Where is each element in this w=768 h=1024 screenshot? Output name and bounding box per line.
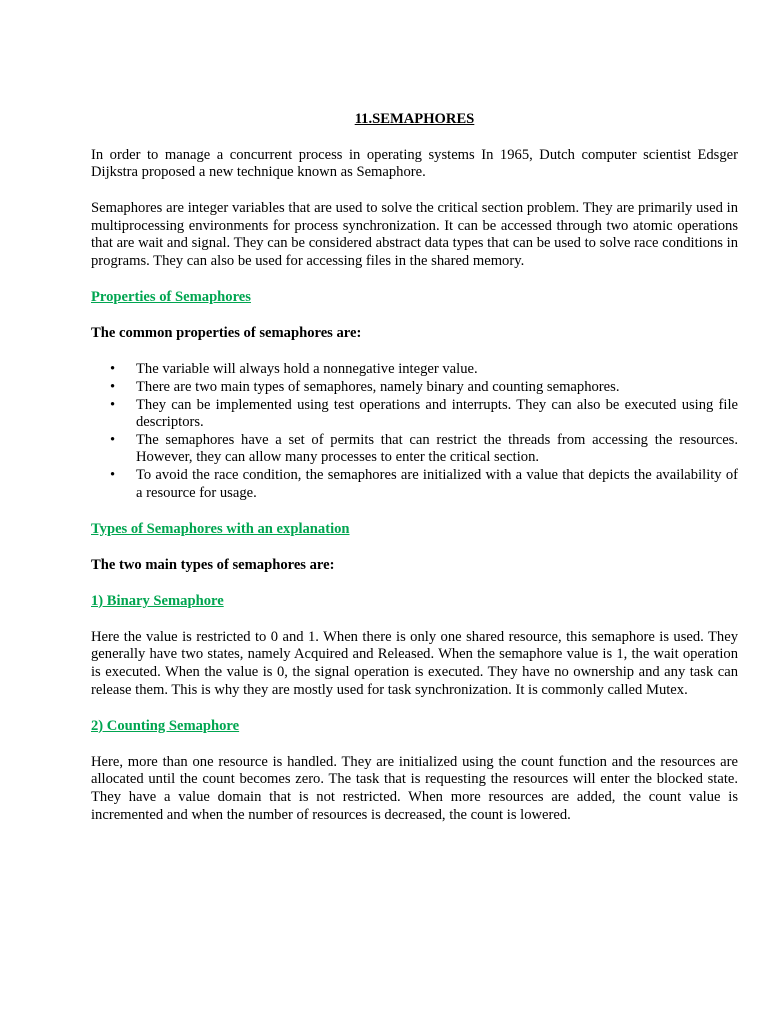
bullet-icon: • (110, 431, 116, 448)
bullet-icon: • (110, 466, 116, 483)
bullet-icon: • (110, 378, 116, 395)
list-item-text: There are two main types of semaphores, namely binary and counting semaphores. (136, 378, 620, 395)
list-item (110, 431, 738, 467)
list-item-text: The variable will always hold a nonnegative integer value. (136, 361, 478, 378)
definition-paragraph: Semaphores are integer variables that are used to solve the critical section problem. They are primarily used in multiprocessing environments for process synchronization. It can be accessed through two atomic operations that are wait and signal. They can be considered abstract data types that can be used to solve race conditions in programs. They can also be used for accessing files in the shared memory. (91, 200, 738, 270)
list-item (110, 361, 738, 379)
types-subheading: The two main types of semaphores are: (91, 556, 335, 573)
properties-list (91, 361, 738, 502)
page-title: 11.SEMAPHORES (354, 111, 475, 127)
list-item-text: To avoid the race condition, the semaphores are initialized with a value that depicts the availability of a resource for usage. (136, 466, 738, 501)
properties-subheading: The common properties of semaphores are: (91, 325, 362, 342)
properties-heading: Properties of Semaphores (91, 289, 251, 306)
bullet-icon: • (110, 361, 116, 378)
list-item-text: The semaphores have a set of permits that can restrict the threads from accessing the resources. However, they can allow many processes to enter the critical section. (136, 431, 738, 466)
counting-semaphore-heading: 2) Counting Semaphore (91, 717, 240, 734)
types-heading: Types of Semaphores with an explanation (91, 520, 350, 537)
list-item-text: They can be implemented using test operations and interrupts. They can also be executed using file descriptors. (136, 396, 738, 431)
list-item (110, 378, 738, 397)
counting-semaphore-paragraph: Here, more than one resource is handled. They are initialized using the count function and the resources are allocated until the count becomes zero. The task that is requesting the resources will enter the blocked state. They have a value domain that is not restricted. When more resources are added, the count value is incremented and when the number of resources is decreased, the count is lowered. (91, 753, 738, 823)
bullet-icon: • (110, 396, 116, 413)
intro-paragraph: In order to manage a concurrent process in operating systems In 1965, Dutch computer scientist Edsger Dijkstra proposed a new technique known as Semaphore. (91, 146, 738, 181)
binary-semaphore-heading: 1) Binary Semaphore (91, 592, 224, 609)
document-page (91, 111, 738, 843)
list-item (110, 466, 738, 502)
binary-semaphore-paragraph: Here the value is restricted to 0 and 1. When there is only one shared resource, this semaphore is used. They generally have two states, namely Acquired and Released. When the semaphore value is 1, the wait operation is executed. When the value is 0, the signal operation is executed. They have no ownership and any task can release them. This is why they are mostly used for task synchronization. It is commonly called Mutex. (91, 628, 738, 698)
list-item (110, 396, 738, 432)
